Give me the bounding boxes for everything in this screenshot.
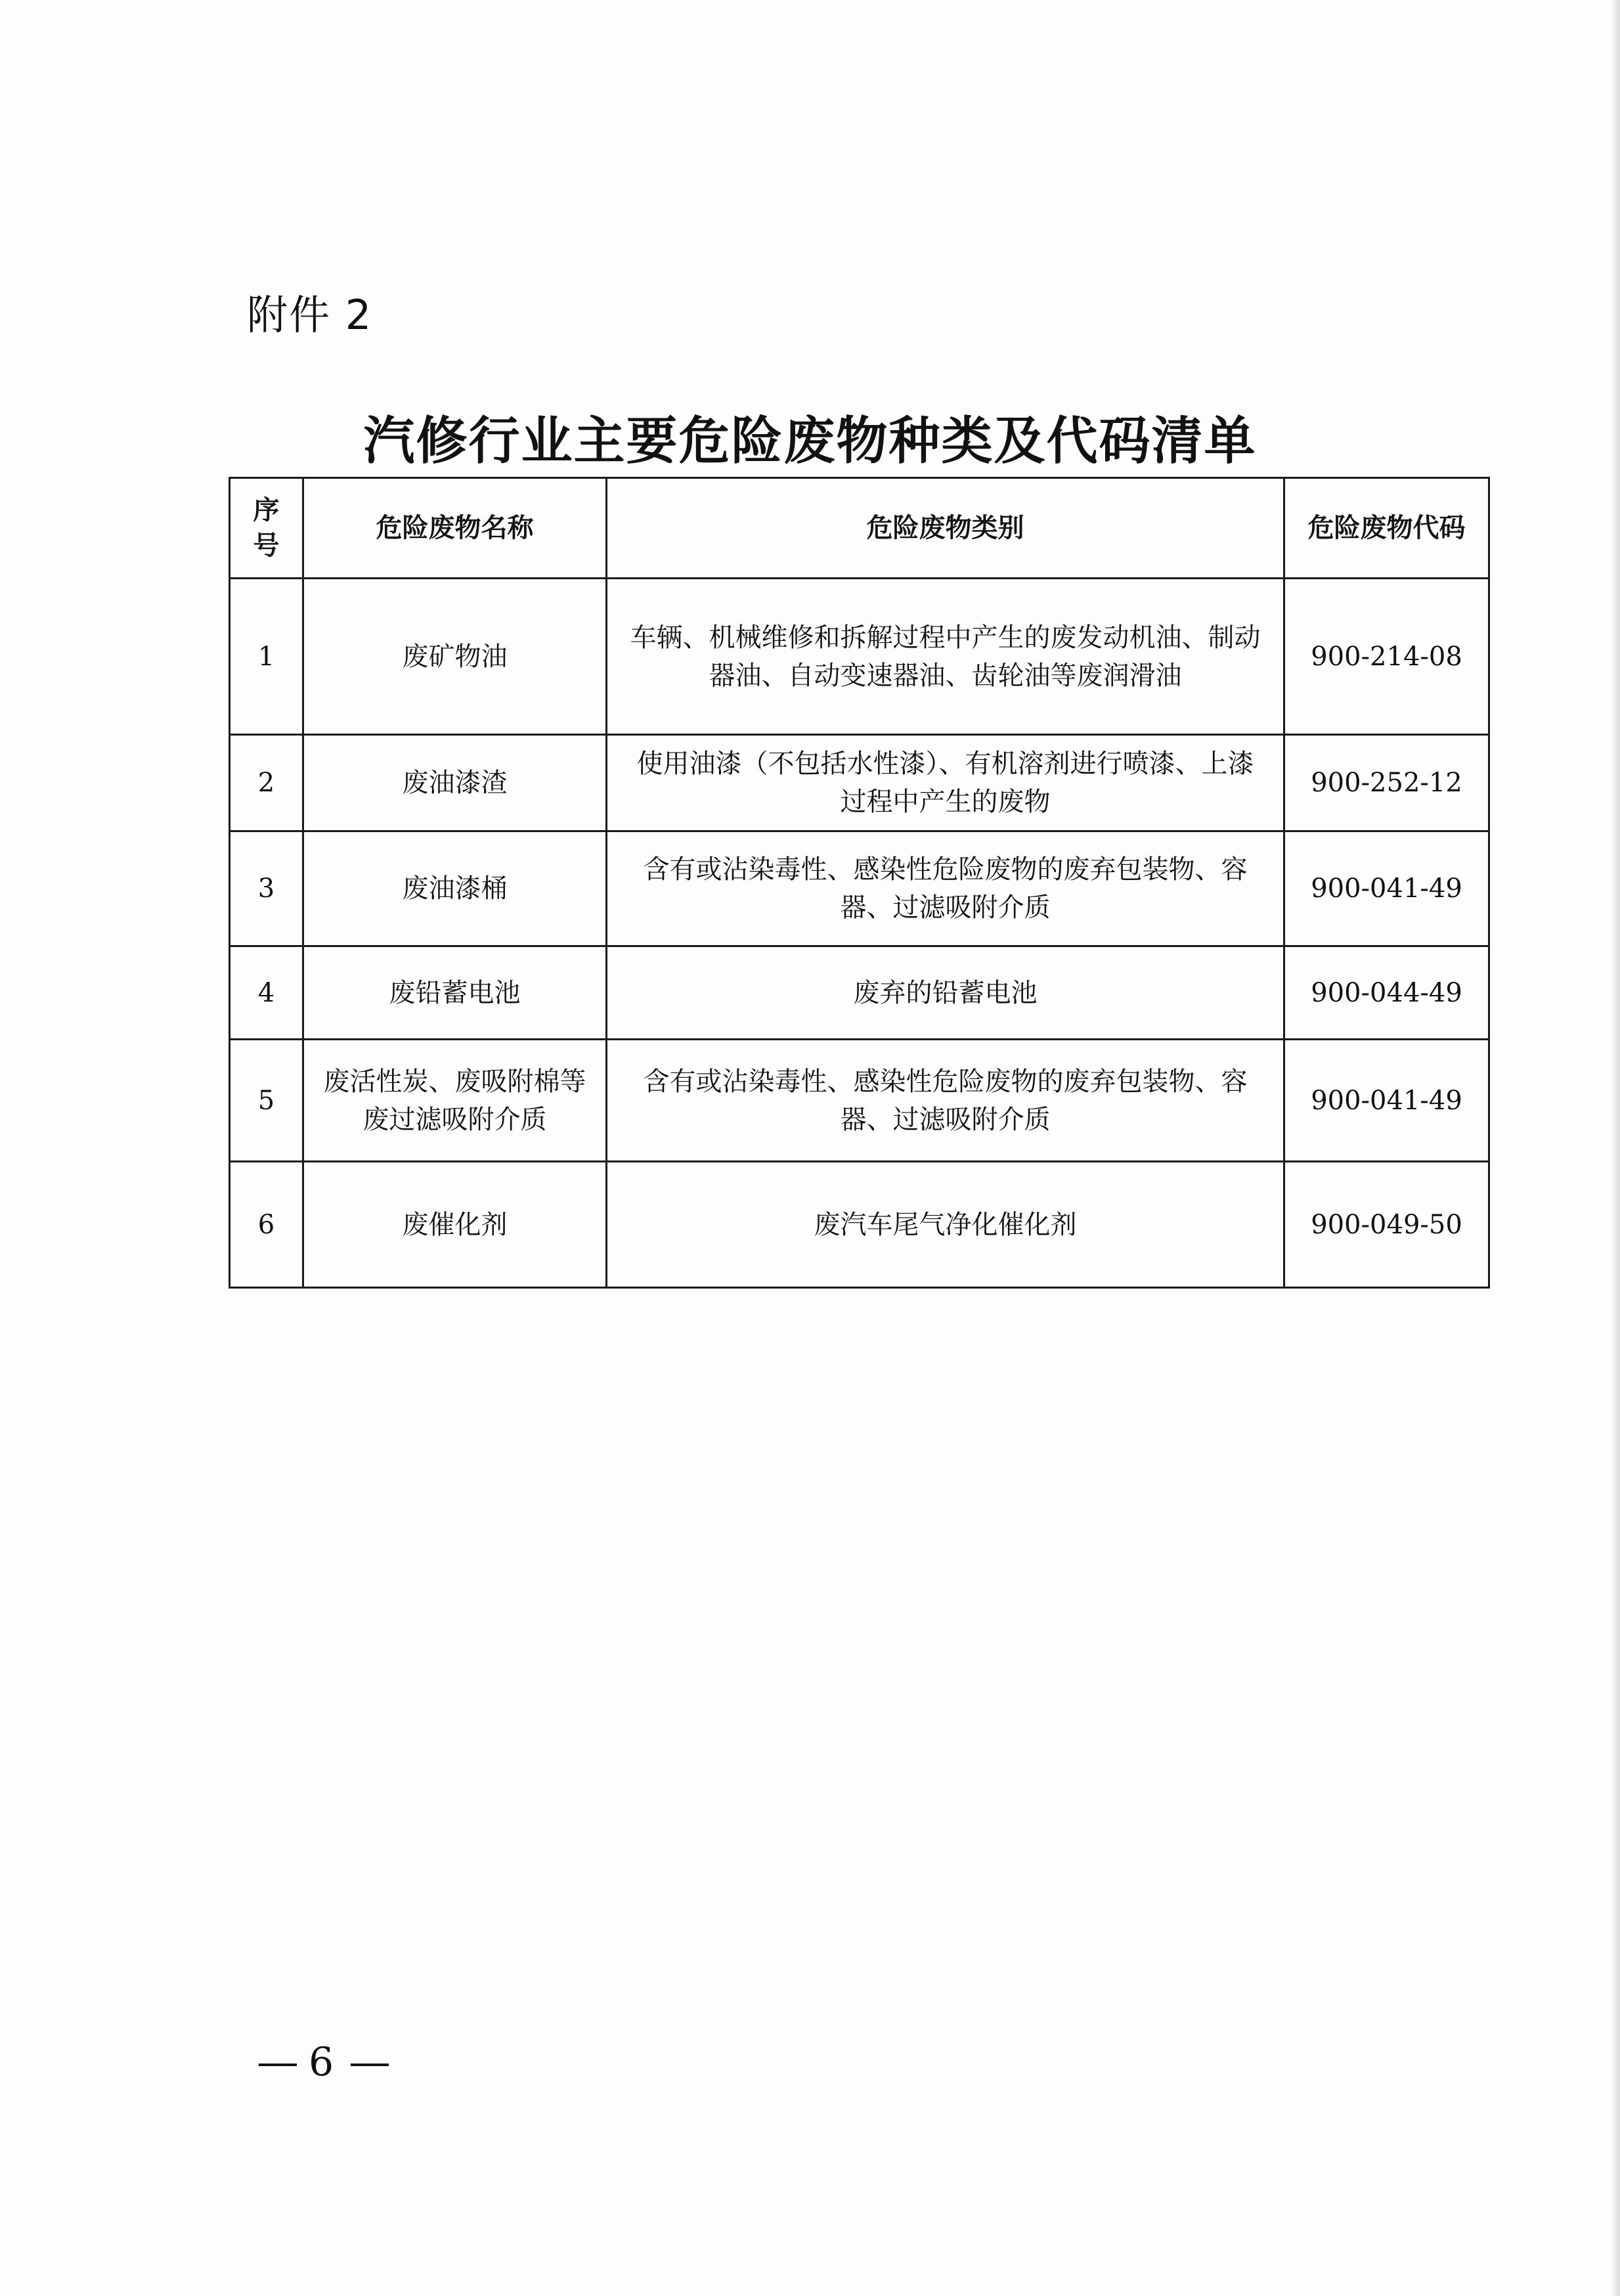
hazardous-waste-table: [229, 477, 1490, 1289]
cell-category: 含有或沾染毒性、感染性危险废物的废弃包装物、容器、过滤吸附介质: [607, 831, 1284, 946]
page-number-value: 6: [309, 2039, 339, 2085]
cell-no: 6: [230, 1162, 303, 1288]
cell-code: 900-049-50: [1284, 1162, 1489, 1288]
scan-edge-shadow: [1611, 0, 1620, 2296]
cell-name: 废催化剂: [303, 1162, 607, 1288]
document-title: 汽修行业主要危险废物种类及代码清单: [363, 412, 1257, 471]
cell-name: 废矿物油: [303, 579, 607, 735]
cell-category: 含有或沾染毒性、感染性危险废物的废弃包装物、容器、过滤吸附介质: [607, 1040, 1284, 1162]
cell-category: 车辆、机械维修和拆解过程中产生的废发动机油、制动器油、自动变速器油、齿轮油等废润滑油: [607, 579, 1284, 735]
cell-code: 900-041-49: [1284, 1040, 1489, 1162]
attachment-label: 附件 2: [247, 291, 373, 339]
cell-code: 900-041-49: [1284, 831, 1489, 946]
cell-code: 900-044-49: [1284, 946, 1489, 1040]
table-row: [230, 1040, 1489, 1162]
cell-no: 5: [230, 1040, 303, 1162]
cell-no: 4: [230, 946, 303, 1040]
table-row: [230, 1162, 1489, 1288]
cell-no: 1: [230, 579, 303, 735]
cell-name: 废油漆渣: [303, 735, 607, 831]
cell-no: 3: [230, 831, 303, 946]
page-number-dash-left: [259, 2064, 297, 2066]
cell-code: 900-214-08: [1284, 579, 1489, 735]
header-code: 危险废物代码: [1284, 478, 1489, 579]
table-row: [230, 735, 1489, 831]
table-row: [230, 579, 1489, 735]
cell-category: 废弃的铅蓄电池: [607, 946, 1284, 1040]
cell-no: 2: [230, 735, 303, 831]
header-no-line1: 序: [253, 495, 280, 525]
cell-category: 使用油漆（不包括水性漆）、有机溶剂进行喷漆、上漆过程中产生的废物: [607, 735, 1284, 831]
cell-category: 废汽车尾气净化催化剂: [607, 1162, 1284, 1288]
header-no: [230, 478, 303, 579]
header-category: 危险废物类别: [607, 478, 1284, 579]
page-number-dash-right: [351, 2064, 389, 2066]
cell-name: 废铅蓄电池: [303, 946, 607, 1040]
table-row: [230, 946, 1489, 1040]
header-name: 危险废物名称: [303, 478, 607, 579]
cell-code: 900-252-12: [1284, 735, 1489, 831]
page-number: [247, 2036, 401, 2088]
table-header-row: [230, 478, 1489, 579]
cell-name: 废活性炭、废吸附棉等废过滤吸附介质: [303, 1040, 607, 1162]
cell-name: 废油漆桶: [303, 831, 607, 946]
header-no-line2: 号: [253, 531, 280, 561]
table-row: [230, 831, 1489, 946]
